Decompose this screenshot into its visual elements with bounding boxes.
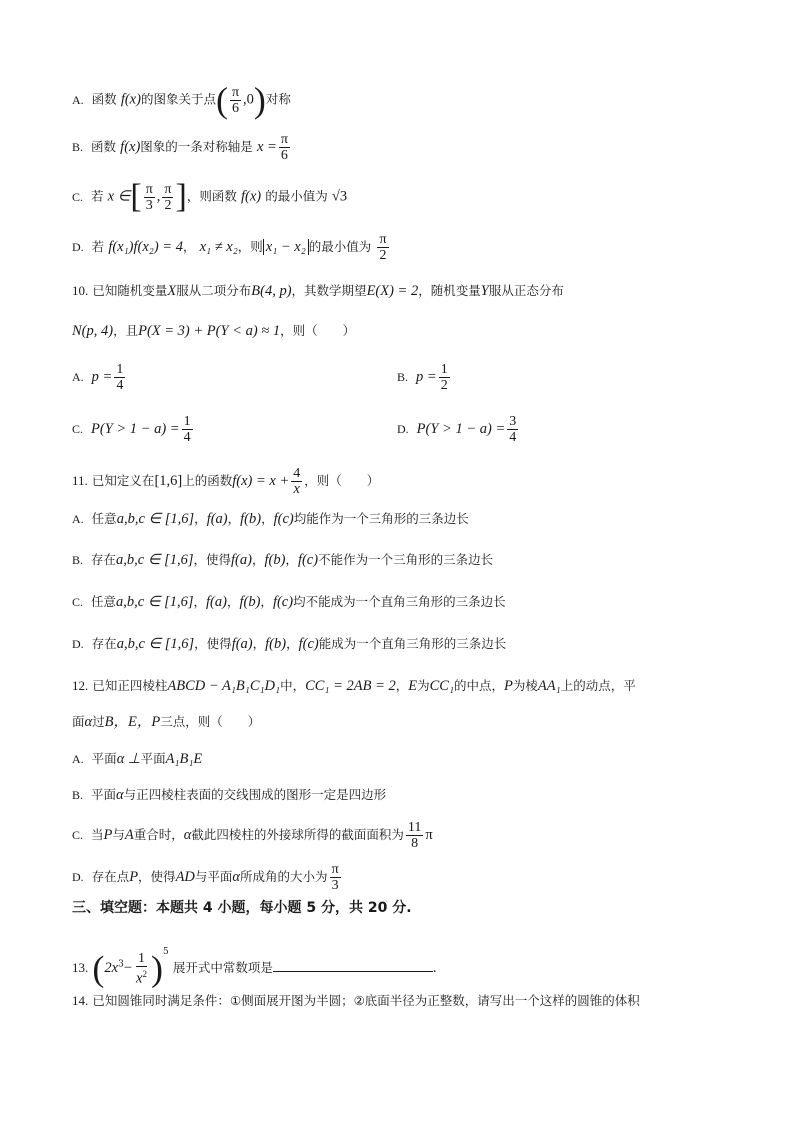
q9-option-d: D. 若 f(x₁)f(x₂) = 4， x₁ ≠ x₂，则 x₁ − x₂ 的最小值为 $\frac{\pi}{2}$ [72,232,387,263]
q12-option-b: B. 平面α与正四棱柱表面的交线围成的图形一定是四边形 [72,787,387,803]
question-number: 12. [72,678,89,693]
q14: 14. 已知圆锥同时满足条件：①侧面展开图为半圆；②底面半径为正整数，请写出一个这样的圆锥的体积 [72,993,640,1008]
q10-option-b: B. p = $\frac{1}{2}$ [397,362,448,393]
q11-option-b: B. 存在a,b,c ∈ [1,6]，使得f(a)，f(b)，f(c)不能作为一个三角形的三条边长 [72,552,494,568]
q12-stem-line1: 12. 已知正四棱柱ABCD − A₁B₁C₁D₁中，CC₁ = 2AB = 2，E为CC₁的中点，P为棱AA₁上的动点，平 [72,678,636,694]
answer-blank[interactable] [273,957,433,972]
q12-option-d: D. 存在点P，使得AD与平面α所成角的大小为 $\frac{\pi}{3}$ [72,862,339,893]
q12-option-a: A. 平面α ⊥平面A₁B₁E [72,751,203,767]
question-number: 10. [72,283,89,298]
question-number: 14. [72,993,89,1008]
fraction: $\frac{\pi}{6}$ [280,132,288,163]
question-number: 11. [72,473,88,488]
q10-option-d: D. P(Y > 1 − a) = $\frac{3}{4}$ [397,414,517,445]
q9-option-b: B. 函数 f(x)图象的一条对称轴是 x = $\frac{\pi}{6}$ [72,132,288,163]
fraction: $\frac{\pi}{6}$ [231,84,240,116]
q11-stem: 11. 已知定义在[1,6]上的函数f(x) = x + $\frac{4}{x}$ ，则（ ） [72,466,380,497]
option-label: A. [72,92,84,107]
q10-stem-line1: 10. 已知随机变量X服从二项分布B(4, p)，其数学期望E(X) = 2，随机变量Y服从正态分布 [72,283,564,299]
q13: 13. ($2x^3-$ $\frac{1}{x^2}$ )$^5$ 展开式中常数项是 . [72,947,437,989]
q12-option-c: C. 当P与A重合时，α截此四棱柱的外接球所得的截面面积为 $\frac{11}{8}$ π [72,820,433,851]
q9-option-c: C. 若 x ∈[ $\frac{\pi}{3}$ , $\frac{\pi}{2}$ ]，则函数 f(x) 的最小值为 √3 [72,178,348,215]
q11-option-c: C. 任意a,b,c ∈ [1,6]，f(a)，f(b)，f(c)均不能成为一个直角三角形的三条边长 [72,594,506,610]
question-number: 13. [72,960,89,975]
q10-option-a: A. p = $\frac{1}{4}$ [72,362,124,393]
q10-stem-line2: N(p, 4)，且P(X = 3) + P(Y < a) ≈ 1，则（ ） [72,323,356,339]
q9-option-a: A. 函数 f(x)的图象关于点( $\frac{\pi}{6}$ ,0)对称 [72,80,291,120]
q11-option-a: A. 任意a,b,c ∈ [1,6]，f(a)，f(b)，f(c)均能作为一个三角形的三条边长 [72,511,469,527]
q11-option-d: D. 存在a,b,c ∈ [1,6]，使得f(a)，f(b)，f(c)能成为一个直角三角形的三条边长 [72,636,507,652]
section-heading-fill-in: 三、填空题：本题共 4 小题，每小题 5 分，共 20 分. [72,900,412,916]
q12-stem-line2: 面α过B，E，P三点，则（ ） [72,714,261,730]
q10-option-c: C. P(Y > 1 − a) = $\frac{1}{4}$ [72,414,191,445]
